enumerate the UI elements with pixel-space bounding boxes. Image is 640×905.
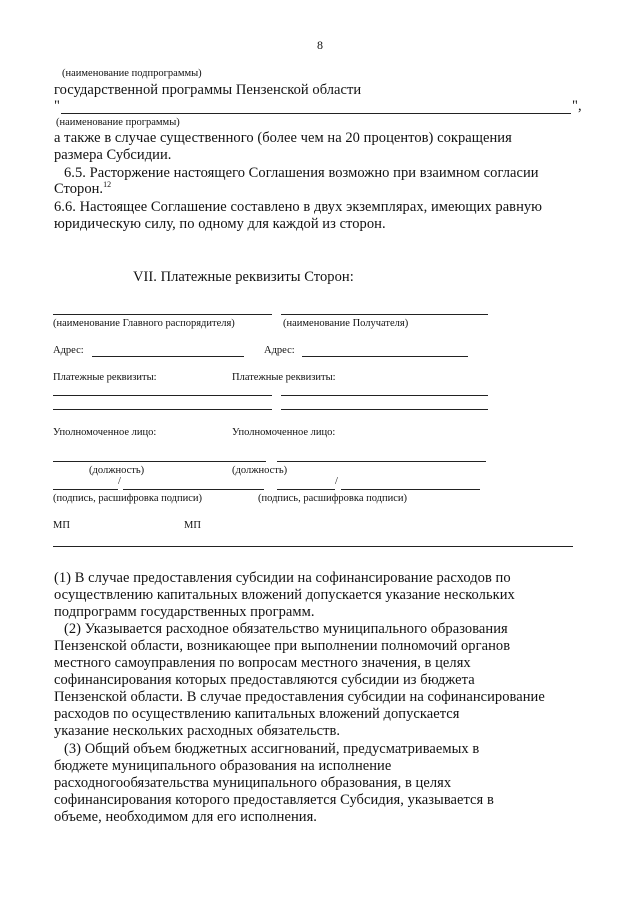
footnote-3-line: бюджете муниципального образования на исполнение xyxy=(54,758,392,774)
footnote-ref-12: 12 xyxy=(103,180,112,190)
signature-line-right-a xyxy=(277,489,335,490)
signature-line-left-a xyxy=(53,489,118,490)
clause-6-5: 6.5. Расторжение настоящего Соглашения возможно при взаимном согласии xyxy=(64,165,539,181)
footnote-3-line: (3) Общий объем бюджетных ассигнований, предусматриваемых в xyxy=(64,741,480,757)
footnote-1-line: осуществлению капитальных вложений допускается указание нескольких xyxy=(54,587,515,603)
position-line-left xyxy=(53,461,266,462)
position-line-right xyxy=(277,461,486,462)
clause-6-6-line1: 6.6. Настоящее Соглашение составлено в двух экземплярах, имеющих равную xyxy=(54,199,543,215)
main-manager-caption: (наименование Главного распорядителя) xyxy=(53,318,235,329)
program-name-line xyxy=(61,113,571,114)
program-caption: (наименование программы) xyxy=(56,117,180,128)
position-caption-right: (должность) xyxy=(232,465,288,476)
footnote-3-line: расходногообязательства муниципального образования, в целях xyxy=(54,775,452,791)
footnote-2-line: местного самоуправления по вопросам местного значения, в целях xyxy=(54,655,471,671)
footnote-2-line: Пензенской области. В случае предоставления субсидии на софинансирование xyxy=(54,689,545,705)
footnote-1 xyxy=(54,570,566,621)
footnote-2-line: Пензенской области, возникающее при выполнении полномочий органов xyxy=(54,638,511,654)
address-line-left xyxy=(92,356,244,357)
seal-left: МП xyxy=(53,520,70,531)
footnote-2-line: (2) Указывается расходное обязательство муниципального образования xyxy=(64,621,508,637)
address-label-right: Адрес: xyxy=(264,345,295,356)
footnote-3-line: софинансирования которого предоставляется Субсидия, указывается в xyxy=(54,792,494,808)
signature-caption-left: (подпись, расшифровка подписи) xyxy=(53,493,203,504)
signature-caption-right: (подпись, расшифровка подписи) xyxy=(258,493,408,504)
reduction-text-line1: а также в случае существенного (более чем на 20 процентов) сокращения xyxy=(54,130,512,146)
state-program-line: государственной программы Пензенской области xyxy=(54,82,362,98)
signature-slash-left: / xyxy=(118,476,121,487)
authorized-person-right: Уполномоченное лицо: xyxy=(232,427,336,438)
payment-details-left: Платежные реквизиты: xyxy=(53,372,157,383)
recipient-caption: (наименование Получателя) xyxy=(283,318,409,329)
footnote-2-line: софинансирования которых предоставляются субсидии из бюджета xyxy=(54,672,475,688)
reduction-text-line2: размера Субсидии. xyxy=(54,147,172,163)
recipient-name-line xyxy=(281,314,488,315)
payment-line-left-1 xyxy=(53,395,272,396)
authorized-person-left: Уполномоченное лицо: xyxy=(53,427,157,438)
address-line-right xyxy=(302,356,468,357)
footnote-1-line: (1) В случае предоставления субсидии на софинансирование расходов по xyxy=(54,570,511,586)
section-7-title: VII. Платежные реквизиты Сторон: xyxy=(133,269,354,285)
footnote-3 xyxy=(54,741,566,826)
clause-6-5-cont: Сторон.$^{12}$ xyxy=(54,180,112,197)
footnote-3-line: объеме, необходимом для его исполнения. xyxy=(54,809,317,825)
footnote-separator xyxy=(53,546,573,547)
signature-line-right-b xyxy=(341,489,480,490)
payment-line-right-1 xyxy=(281,395,488,396)
footnote-2-line: расходов по осуществлению капитальных вложений допускается xyxy=(54,706,460,722)
signature-slash-right: / xyxy=(335,476,338,487)
footnote-2 xyxy=(54,621,566,740)
payment-details-right: Платежные реквизиты: xyxy=(232,372,336,383)
position-caption-left: (должность) xyxy=(89,465,145,476)
quote-close: ", xyxy=(572,98,582,114)
clause-6-6-line2: юридическую силу, по одному для каждой из сторон. xyxy=(54,216,386,232)
main-manager-name-line xyxy=(53,314,272,315)
footnote-2-line: указание нескольких расходных обязательств. xyxy=(54,723,341,739)
payment-line-left-2 xyxy=(53,409,272,410)
seal-right: МП xyxy=(184,520,201,531)
subprogram-caption: (наименование подпрограммы) xyxy=(62,68,202,79)
footnote-1-line: подпрограмм государственных программ. xyxy=(54,604,315,620)
page-number: 8 xyxy=(317,38,323,52)
quote-open: " xyxy=(54,98,60,114)
signature-line-left-b xyxy=(123,489,264,490)
address-label-left: Адрес: xyxy=(53,345,84,356)
payment-line-right-2 xyxy=(281,409,488,410)
